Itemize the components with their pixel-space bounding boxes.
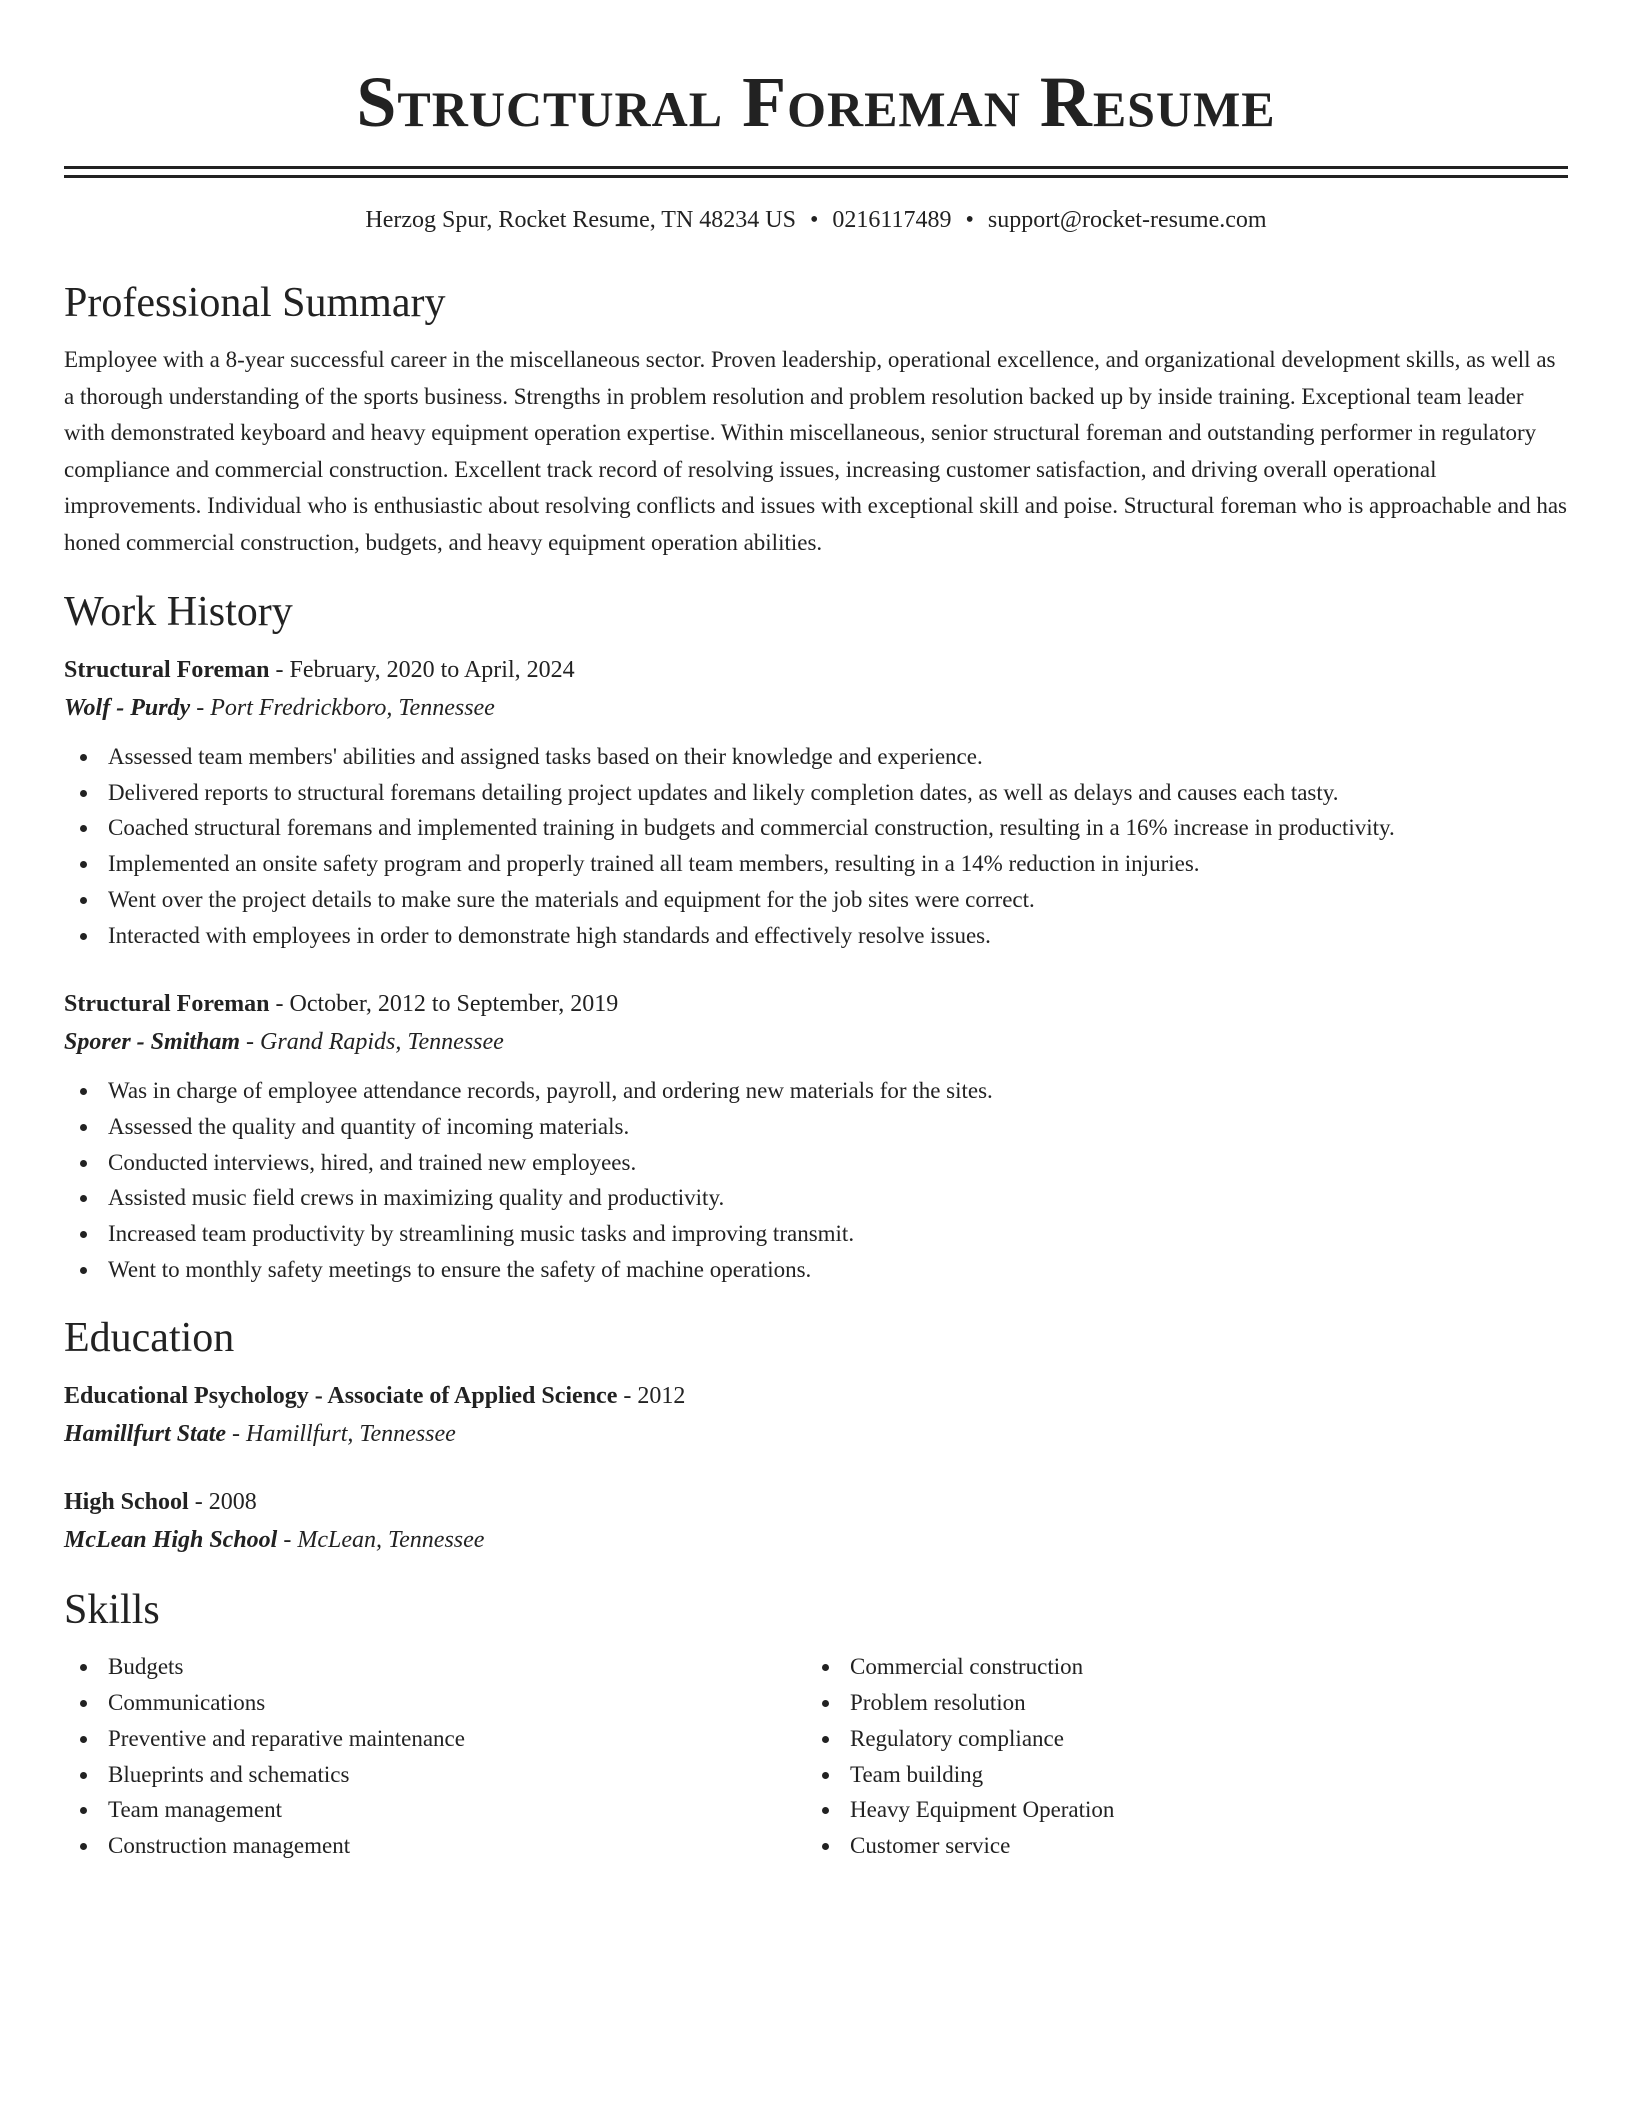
summary-section [64,278,1568,561]
skill-item: Commercial construction [806,1649,1548,1685]
job-company-line [64,689,1568,727]
title-divider-top [64,166,1568,169]
job-location: - Port Fredrickboro, Tennessee [190,695,495,721]
list-item: Went over the project details to make sure the materials and equipment for the job sites were correct. [64,882,1568,918]
skill-item: Customer service [806,1828,1548,1864]
job-dates: - February, 2020 to April, 2024 [269,657,575,683]
job-location: - Grand Rapids, Tennessee [240,1029,504,1056]
education-degree-line [64,1483,1568,1521]
skill-item: Preventive and reparative maintenance [64,1721,806,1757]
education-year: - 2008 [188,1489,257,1516]
contact-address: Herzog Spur, Rocket Resume, TN 48234 US [365,207,796,233]
skill-item: Heavy Equipment Operation [806,1792,1548,1828]
job-title: Structural Foreman [64,657,270,683]
skill-item: Blueprints and schematics [64,1757,806,1793]
contact-separator: • [965,207,974,233]
education-degree-line [64,1377,1568,1415]
education-school: Hamillfurt State [64,1421,227,1448]
contact-email: support@rocket-resume.com [987,207,1267,233]
list-item: Assessed team members' abilities and assigned tasks based on their knowledge and experience. [64,739,1568,775]
job-entry [64,651,1568,953]
job-title-line [64,985,1568,1023]
list-item: Went to monthly safety meetings to ensure the safety of machine operations. [64,1252,1568,1288]
skills-heading: Skills [64,1587,160,1634]
skill-item: Regulatory compliance [806,1721,1548,1757]
list-item: Interacted with employees in order to demonstrate high standards and effectively resolve issues. [64,918,1568,954]
skills-column-right [806,1649,1548,1863]
summary-text: Employee with a 8-year successful career in the miscellaneous sector. Proven leadership, operational excellence, and organizational development skills, as well as a thorough understanding of the sports business. Strengths in problem resolution and problem resolution backed up by inside training. Exceptional team leader with demonstrated keyboard and heavy equipment operation expertise. Within miscellaneous, senior structural foreman and outstanding performer in regulatory compliance and commercial construction. Excellent track record of resolving issues, increasing customer satisfaction, and driving overall operational improvements. Individual who is enthusiastic about resolving conflicts and issues with exceptional skill and poise. Structural foreman who is approachable and has honed commercial construction, budgets, and heavy equipment operation abilities. [64,347,1567,555]
job-company: Sporer - Smitham [64,1029,241,1056]
education-entry [64,1483,1568,1559]
job-dates: - October, 2012 to September, 2019 [269,991,619,1018]
title-divider-bottom [64,175,1568,178]
education-school-line [64,1521,1568,1559]
education-degree: Educational Psychology - Associate of Applied Science [64,1383,618,1410]
education-year: - 2012 [617,1383,686,1410]
list-item: Coached structural foremans and implemented training in budgets and commercial construction, resulting in a 16% increase in productivity. [64,810,1568,846]
education-location: - McLean, Tennessee [277,1527,485,1554]
work-history-section [64,587,1568,1287]
skills-column-left [64,1649,806,1863]
skills-list [806,1649,1548,1863]
education-entry [64,1377,1568,1453]
list-item: Conducted interviews, hired, and trained new employees. [64,1145,1568,1181]
education-degree: High School [64,1489,189,1516]
skill-item: Communications [64,1685,806,1721]
job-company: Wolf - Purdy [64,695,191,721]
list-item: Assisted music field crews in maximizing quality and productivity. [64,1180,1568,1216]
education-school: McLean High School [64,1527,278,1554]
education-location: - Hamillfurt, Tennessee [226,1421,456,1448]
summary-heading: Professional Summary [64,280,446,326]
skill-item: Team building [806,1757,1548,1793]
contact-phone: 0216117489 [832,207,952,233]
education-section [64,1313,1568,1559]
job-bullets [64,1073,1568,1287]
skill-item: Problem resolution [806,1685,1548,1721]
skill-item: Team management [64,1792,806,1828]
list-item: Delivered reports to structural foremans detailing project updates and likely completion dates, as well as delays and causes each tasty. [64,775,1568,811]
job-company-line [64,1023,1568,1061]
list-item: Increased team productivity by streamlining music tasks and improving transmit. [64,1216,1568,1252]
list-item: Implemented an onsite safety program and properly trained all team members, resulting in a 14% reduction in injuries. [64,846,1568,882]
skill-item: Budgets [64,1649,806,1685]
contact-separator: • [809,207,819,233]
list-item: Assessed the quality and quantity of incoming materials. [64,1109,1568,1145]
skills-list [64,1649,806,1863]
skills-section [64,1585,1568,1863]
list-item: Was in charge of employee attendance records, payroll, and ordering new materials for the sites. [64,1073,1568,1109]
resume-title: Structural Foreman Resume [356,62,1276,142]
work-history-heading: Work History [64,589,293,635]
skill-item: Construction management [64,1828,806,1864]
job-entry [64,985,1568,1287]
contact-line [64,204,1568,236]
skills-grid [64,1649,1568,1863]
job-title-line [64,651,1568,689]
job-bullets [64,739,1568,953]
job-title: Structural Foreman [64,991,270,1018]
education-heading: Education [64,1315,235,1362]
education-school-line [64,1415,1568,1453]
resume-page [64,0,1568,1864]
